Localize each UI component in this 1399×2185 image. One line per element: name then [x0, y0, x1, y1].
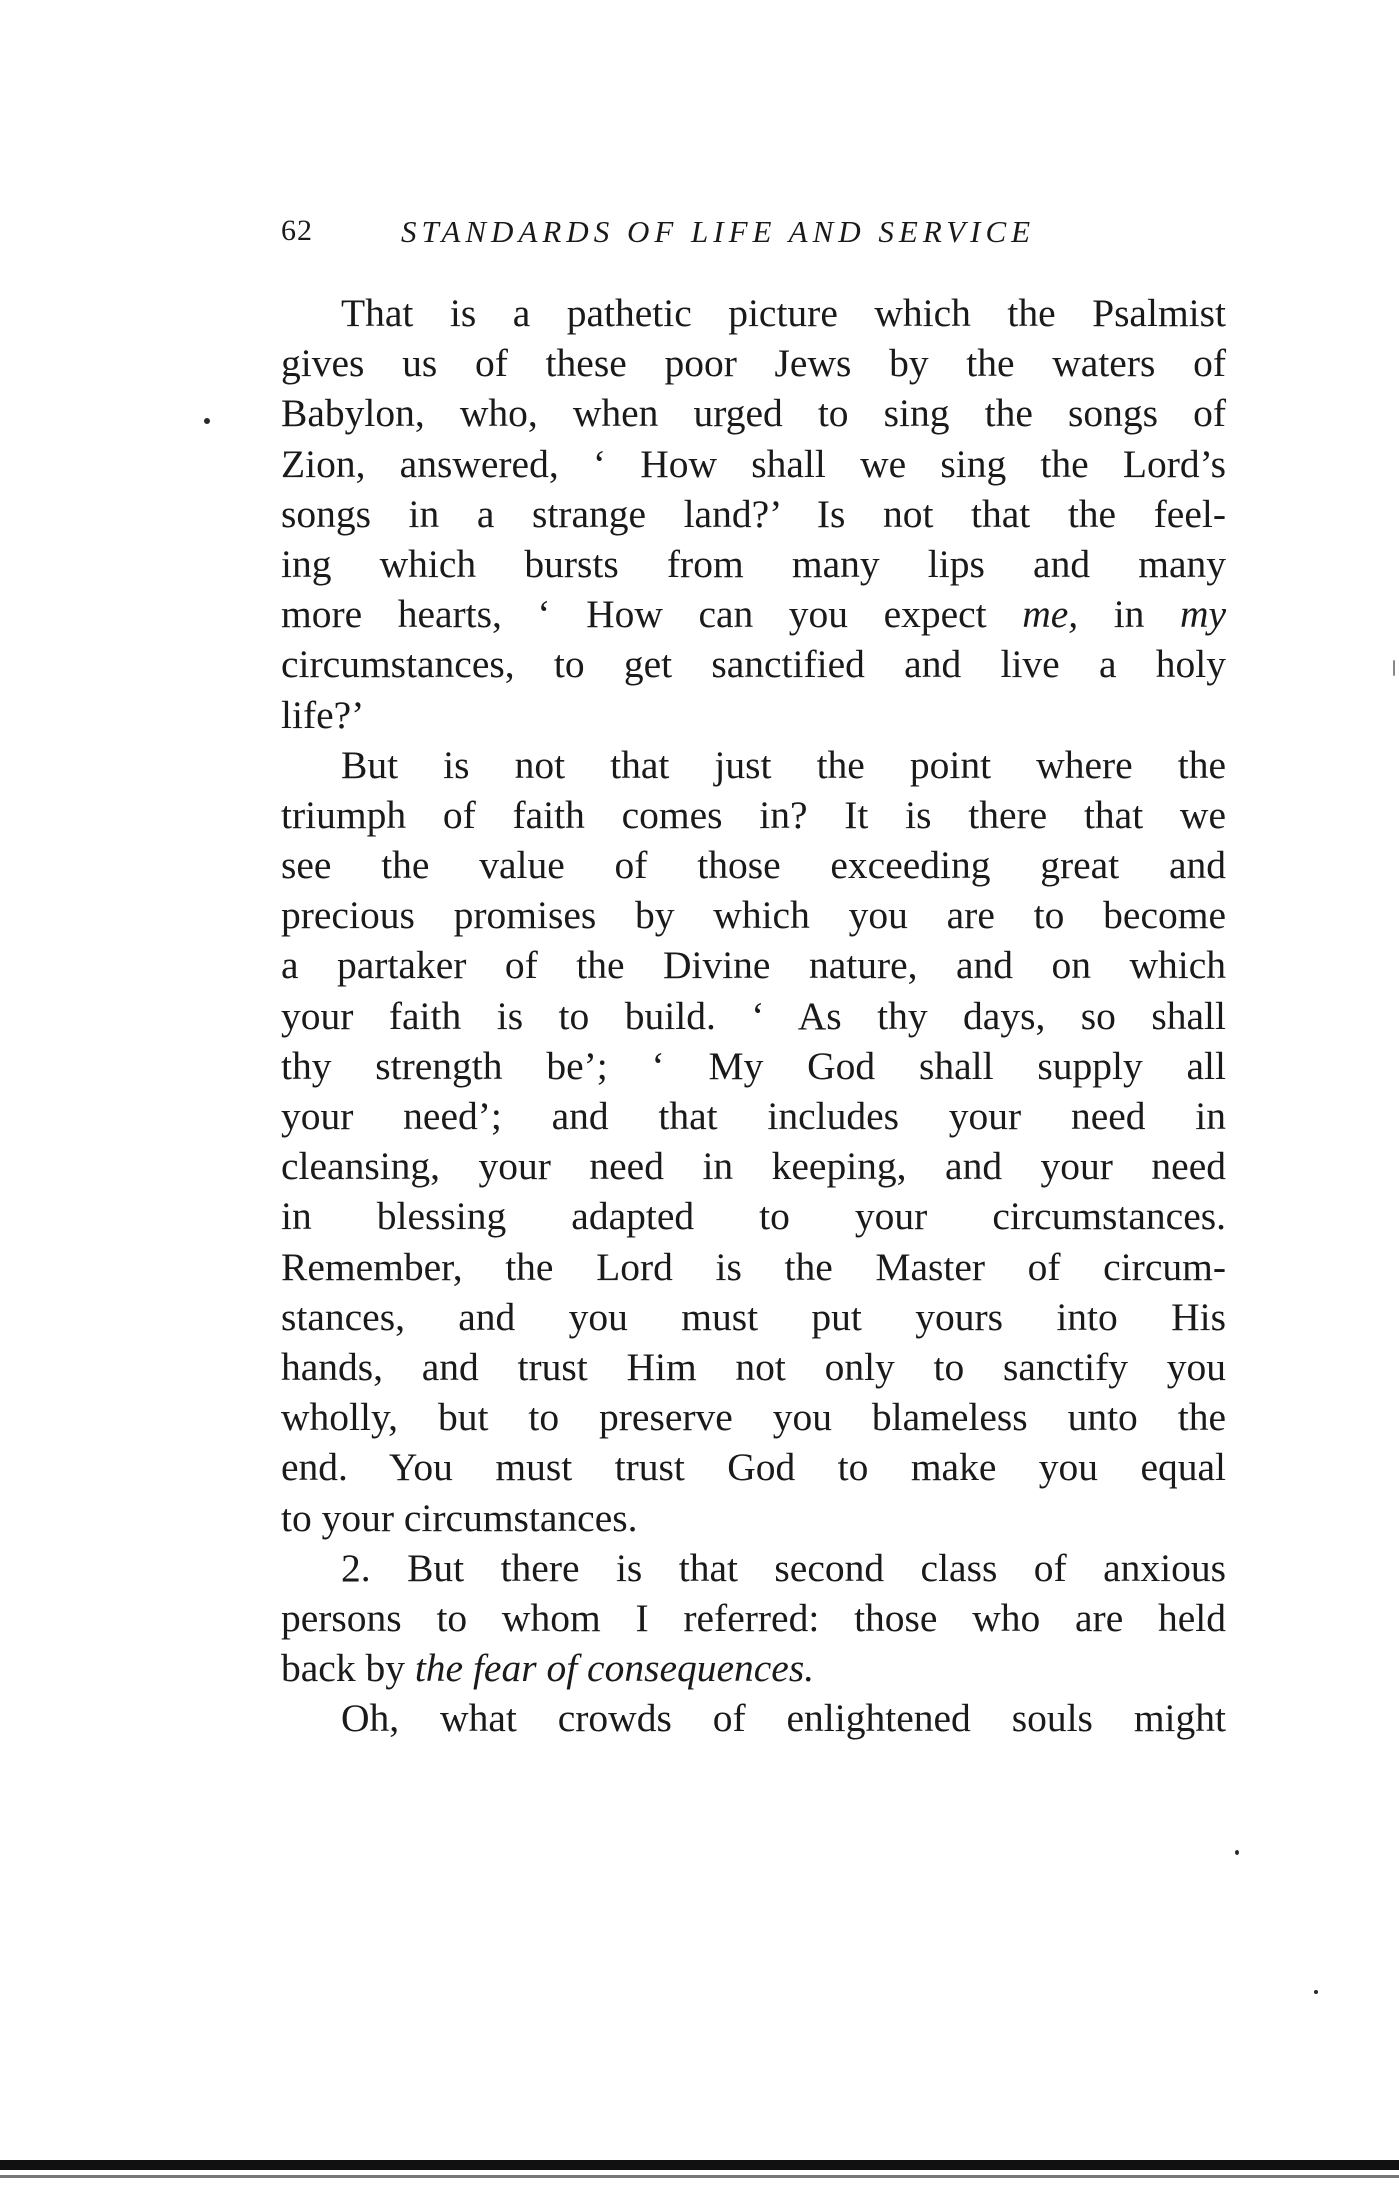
text-line: But is not that just the point where the: [341, 742, 1226, 787]
text-line: Zion, answered, ‘ How shall we sing the Lord’s: [281, 441, 1226, 486]
text-fragment: in: [1113, 592, 1145, 637]
text-line: persons to whom I referred: those who are held: [281, 1595, 1226, 1640]
italic-fragment: my: [1179, 592, 1227, 637]
body-text: [281, 288, 1226, 1743]
text-line: [281, 1643, 1226, 1693]
page-edge-rule: [0, 2160, 1399, 2170]
page-header: [281, 214, 1231, 264]
text-line: life?’: [281, 692, 365, 737]
text-line: triumph of faith comes in? It is there that we: [281, 792, 1226, 837]
italic-fragment: the fear of consequences.: [414, 1646, 815, 1691]
page-edge-rule-thin: [0, 2175, 1399, 2178]
text-line: songs in a strange land?’ Is not that the feel-: [281, 491, 1226, 536]
scan-speck: [1314, 1990, 1318, 1994]
text-line: in blessing adapted to your circumstances.: [281, 1194, 1226, 1239]
text-line: ing which bursts from many lips and many: [281, 541, 1226, 586]
italic-fragment: me,: [1022, 592, 1079, 637]
scan-speck: [204, 418, 210, 424]
scan-speck: [1235, 1850, 1239, 1855]
text-line: wholly, but to preserve you blameless unto the: [281, 1395, 1226, 1440]
text-line: That is a pathetic picture which the Psalmist: [341, 291, 1226, 335]
text-fragment: back by: [281, 1646, 405, 1691]
text-line: a partaker of the Divine nature, and on which: [281, 943, 1226, 988]
text-line: 2. But there is that second class of anxious: [341, 1545, 1226, 1590]
running-head: STANDARDS OF LIFE AND SERVICE: [401, 214, 1036, 249]
text-line: see the value of those exceeding great and: [281, 843, 1226, 888]
text-line: precious promises by which you are to become: [281, 893, 1226, 938]
text-line: your faith is to build. ‘ As thy days, so shall: [281, 993, 1226, 1038]
scan-speck: [1393, 660, 1395, 676]
text-line: stances, and you must put yours into His: [281, 1294, 1226, 1339]
text-line: Oh, what crowds of enlightened souls might: [341, 1696, 1226, 1741]
text-line: end. You must trust God to make you equal: [281, 1445, 1226, 1490]
text-line: to your circumstances.: [281, 1495, 638, 1540]
text-line: hands, and trust Him not only to sanctify you: [281, 1344, 1226, 1389]
text-fragment: more hearts, ‘ How can you expect: [281, 592, 987, 637]
page-number: 62: [281, 214, 313, 247]
text-line: your need’; and that includes your need in: [281, 1094, 1226, 1138]
text-line: cleansing, your need in keeping, and your need: [281, 1144, 1226, 1189]
text-line: circumstances, to get sanctified and live a holy: [281, 642, 1226, 687]
text-line: gives us of these poor Jews by the waters of: [281, 341, 1226, 386]
text-line: Remember, the Lord is the Master of circum-: [281, 1244, 1226, 1289]
text-line: thy strength be’; ‘ My God shall supply all: [281, 1043, 1226, 1088]
text-line: Babylon, who, when urged to sing the songs of: [281, 391, 1226, 436]
text-line: [281, 589, 1226, 639]
